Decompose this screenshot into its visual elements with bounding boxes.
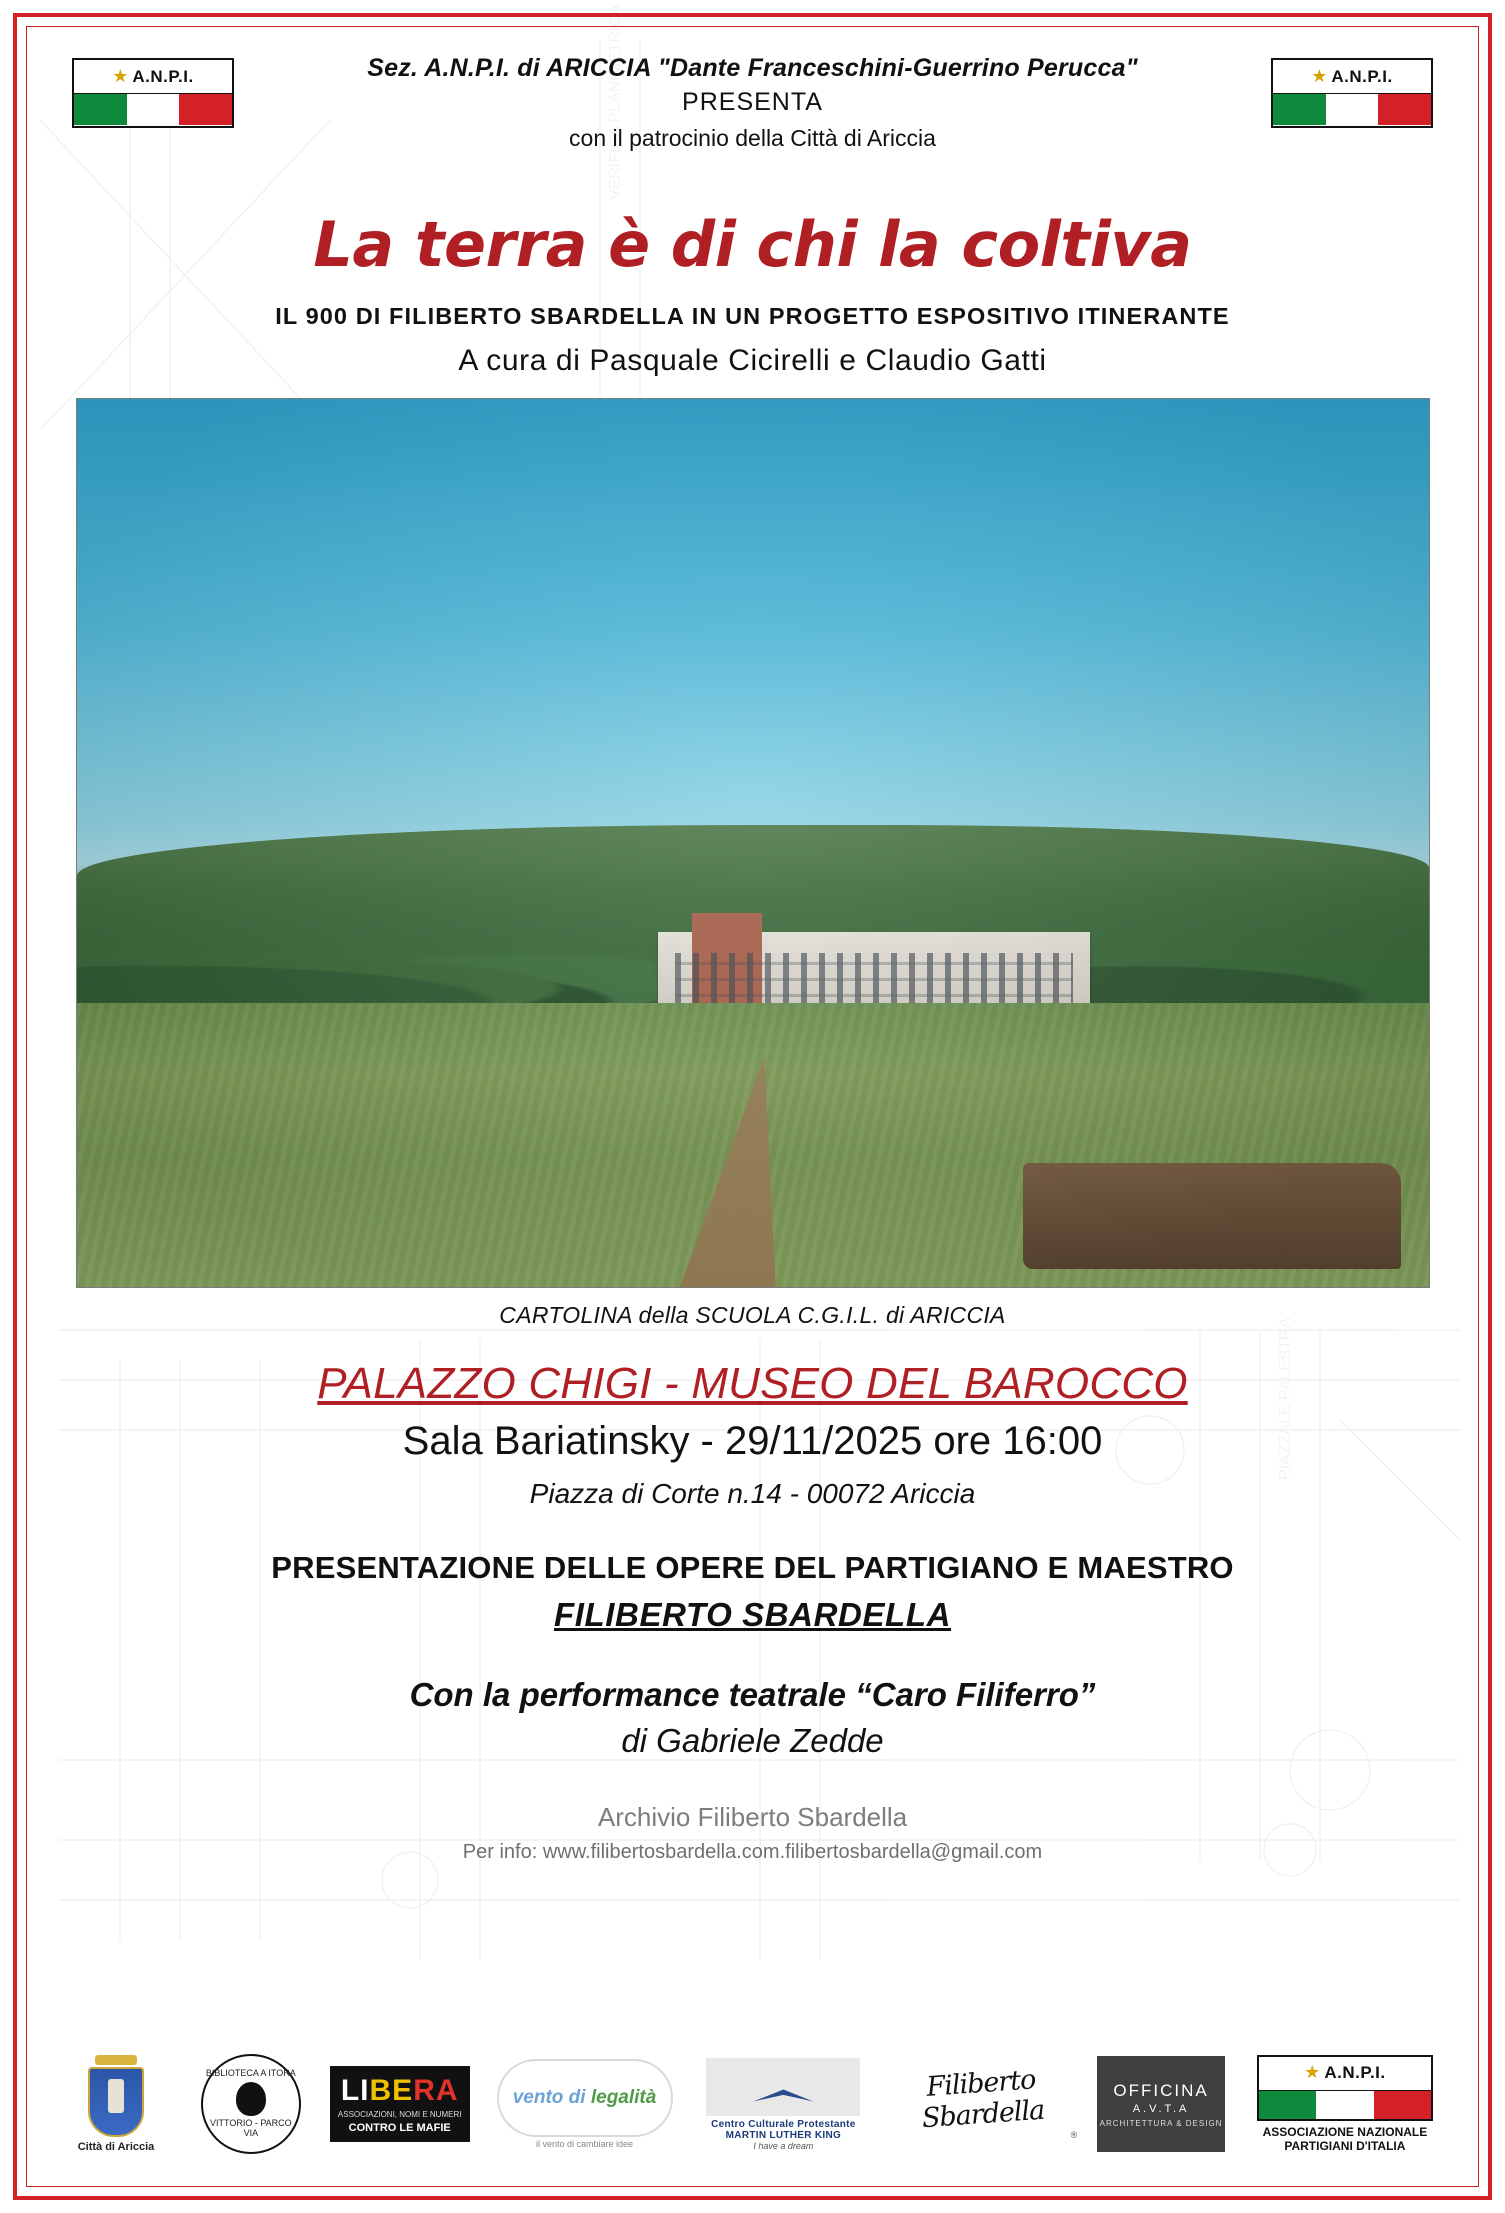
anpi-logo-left (72, 58, 234, 128)
crown-icon (95, 2055, 137, 2065)
venue-room-date: Sala Bariatinsky - 29/11/2025 ore 16:00 (402, 1419, 1103, 1463)
footer-logo-strip (60, 2041, 1445, 2167)
star-icon: ★ (1304, 2062, 1321, 2083)
subtitle-project: IL 900 DI FILIBERTO SBARDELLA IN UN PROGETTO ESPOSITIVO ITINERANTE (275, 303, 1230, 329)
performance-line-2: di Gabriele Zedde (621, 1722, 884, 1759)
libera-word-3: RA (413, 2074, 459, 2107)
anpi-logo-right-top (1273, 60, 1431, 94)
star-icon: ★ (112, 65, 129, 86)
vento-word-2: legalità (590, 2087, 657, 2108)
photo-sky (77, 399, 1429, 896)
officina-line-2: A.V.T.A (1132, 2102, 1190, 2115)
italian-flag-icon (1273, 94, 1431, 125)
poster-content (40, 40, 1465, 2173)
logo-comune-ariccia (60, 2055, 172, 2153)
mlk-name: Centro Culturale Protestante MARTIN LUTHER KING (711, 2118, 856, 2141)
vento-wordmark (513, 2087, 657, 2109)
photo-excavation (1023, 1163, 1402, 1270)
open-book-icon (753, 2072, 813, 2102)
header (40, 40, 1465, 190)
officina-line-1: OFFICINA (1113, 2080, 1209, 2100)
organizer-line: Sez. A.N.P.I. di ARICCIA "Dante Franceschini-Guerrino Perucca" (367, 54, 1138, 82)
presentation-line-1: PRESENTAZIONE DELLE OPERE DEL PARTIGIANO E MAESTRO (271, 1550, 1234, 1585)
coat-of-arms-icon (88, 2067, 144, 2137)
logo-artist-signature (887, 2064, 1078, 2140)
italian-flag-icon (1259, 2091, 1431, 2121)
anpi-logo-right-text: A.N.P.I. (1331, 66, 1393, 86)
libera-wordmark (341, 2074, 459, 2108)
biblioteca-emblem-icon (201, 2054, 301, 2154)
logo-officina (1097, 2056, 1225, 2152)
presentation-artist-name: FILIBERTO SBARDELLA (553, 1596, 952, 1633)
silhouette-head-icon (236, 2082, 266, 2116)
svg-text:VERIFICA PLANIMETRICA: VERIFICA PLANIMETRICA (607, 4, 624, 200)
logo-vento-di-legalita (490, 2059, 680, 2149)
page-title: La terra è di chi la coltiva (313, 208, 1192, 281)
mlk-tagline: I have a dream (753, 2140, 814, 2151)
contact-info: Per info: www.filibertosbardella.com.filibertosbardella@gmail.com (462, 1841, 1043, 1863)
anpi-footer-emblem (1257, 2055, 1433, 2121)
subtitle-curators: A cura di Pasquale Cicirelli e Claudio Gatti (458, 344, 1047, 377)
postcard-photo (76, 398, 1430, 1288)
anpi-logo-left-top (74, 60, 232, 94)
logo-biblioteca-line-1: BIBLIOTECA A ITORA (205, 2068, 296, 2079)
vento-subtitle: il vento di cambiare idee (536, 2139, 634, 2149)
logo-martin-luther-king (699, 2058, 867, 2151)
cloud-icon (497, 2059, 673, 2137)
officina-line-3: ARCHITETTURA & DESIGN (1099, 2118, 1223, 2128)
anpi-footer-word: A.N.P.I. (1324, 2063, 1386, 2083)
venue-address: Piazza di Corte n.14 - 00072 Ariccia (529, 1478, 976, 1509)
logo-biblioteca (192, 2054, 310, 2154)
venue-place: PALAZZO CHIGI - MUSEO DEL BAROCCO (317, 1359, 1188, 1408)
italian-flag-icon (74, 94, 232, 125)
anpi-logo-left-text: A.N.P.I. (132, 66, 194, 86)
presenta-label: PRESENTA (682, 88, 823, 116)
patronage-line: con il patrocinio della Città di Ariccia (569, 125, 936, 151)
signature-mark: Filiberto Sbardella (921, 2064, 1046, 2135)
header-text-block (240, 54, 1265, 152)
registered-mark: ® (1070, 2130, 1078, 2140)
libera-word-2: BE (369, 2074, 414, 2107)
logo-biblioteca-line-2: VITTORIO - PARCO VIA (210, 2118, 292, 2138)
mlk-emblem-icon (706, 2058, 860, 2116)
archive-label: Archivio Filiberto Sbardella (597, 1802, 908, 1832)
libera-subtitle-2: CONTRO LE MAFIE (348, 2122, 451, 2134)
vento-word-1: vento di (512, 2087, 591, 2108)
performance-line-1: Con la performance teatrale “Caro Filiferro” (409, 1676, 1096, 1713)
svg-text:PIAZZALE PALESTRA: PIAZZALE PALESTRA (1277, 1317, 1294, 1480)
anpi-logo-right (1271, 58, 1433, 128)
star-icon: ★ (1311, 65, 1328, 86)
logo-libera (330, 2066, 470, 2142)
photo-caption: CARTOLINA della SCUOLA C.G.I.L. di ARICCIA (499, 1302, 1006, 1328)
anpi-footer-caption: ASSOCIAZIONE NAZIONALE PARTIGIANI D'ITALIA (1262, 2124, 1428, 2153)
logo-anpi-footer (1245, 2055, 1445, 2154)
libera-word-1: LI (340, 2074, 370, 2107)
anpi-footer-top (1259, 2057, 1431, 2091)
libera-subtitle-1: ASSOCIAZIONI, NOMI E NUMERI (337, 2110, 462, 2119)
logo-comune-caption: Città di Ariccia (77, 2141, 155, 2153)
